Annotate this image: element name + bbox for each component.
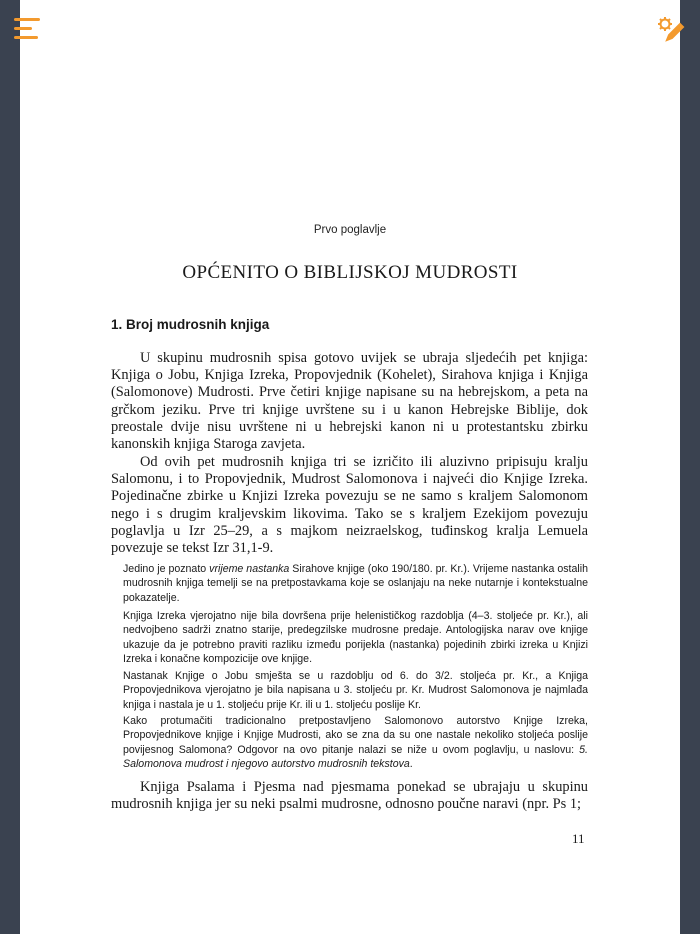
note-1: Jedino je poznato vrijeme nastanka Sirahove knjige (oko 190/180. pr. Kr.). Vrijeme nastanka ostalih mudrosnih knjiga temelji se na pretpostavkama koje se oslanjaju na neke nutarnje i kontekstualne pokazatelje. — [123, 563, 588, 604]
paragraph-3: Knjiga Psalama i Pjesma nad pjesmama ponekad se ubrajaju u skupinu mudrosnih knjiga jer su neki psalmi mudrosne, odnosno poučne naravi (npr. Ps 1; — [111, 779, 588, 813]
chapter-title: OPĆENITO O BIBLIJSKOJ MUDROSTI — [182, 262, 518, 283]
note-2: Knjiga Izreka vjerojatno nije bila dovršena prije helenističkog razdoblja (4–3. stoljeće pr. Kr.), ali nedvojbeno sadrži znatno starije, predegzilske mudrosne predaje. Antologijska narav ove knjige ukazuje da je potrebno praviti razliku između porijekla (nastanka) pojedinih zbirki izreka u Knjizi Izreka i konačne kompozicije ove knjige. — [123, 610, 588, 665]
settings-pencil-icon — [655, 15, 685, 45]
settings-button[interactable] — [655, 15, 685, 45]
note-3: Nastanak Knjige o Jobu smješta se u razdoblju od 6. do 3/2. stoljeća pr. Kr., a Knjiga Propovjednikova vjerojatno je bila napisana u 3. stoljeću pr. Kr. Mudrost Salomonova je najmlađa knjiga i nastala je u 1. stoljeću prije Kr. ili u 1. stoljeću poslije Kr. — [123, 670, 588, 711]
paragraph-2: Od ovih pet mudrosnih knjiga tri se izričito ili aluzivno pripisuju kralju Salomonu, i to Propovjednik, Mudrost Salomonova i najveći dio Knjige Izreka. Pojedinačne zbirke u Knjizi Izreka povezuju se ne samo s kraljem Salomonom nego i s drugim kraljevskim likovima. Tako se s kraljem Ezekijom povezuju poglavlja u Izr 25–29, a s majkom neizraelskog, tuđinskog kralja Lemuela povezuje se tekst Izr 31,1-9. — [111, 454, 588, 557]
section-heading: 1. Broj mudrosnih knjiga — [111, 317, 270, 332]
paragraph-1: U skupinu mudrosnih spisa gotovo uvijek se ubraja sljedećih pet knjiga: Knjiga o Jobu, Knjiga Izreka, Propovjednik (Kohelet), Sirahova knjiga i Knjiga (Salomonove) Mudrosti. Prve četiri knjige napisane su na hebrejskom, a peta na grčkom jeziku. Prve tri knjige uvrštene su i u kanon Hebrejske Biblije, dok preostale dvije nisu uvrštene ni u hebrejski kanon ni u protestantsku zbirku kanonskih knjiga Staroga zavjeta. — [111, 350, 588, 453]
page-number: 11 — [572, 831, 585, 846]
note-4: Kako protumačiti tradicionalno pretpostavljeno Salomonovo autorstvo Knjige Izreka, Propovjednikove knjige i Knjige Mudrosti, ako se zna da su one nastale nekoliko stoljeća poslije povijesnog Salomona? Odgovor na ovo pitanje nalazi se niže u ovom poglavlju, u naslovu: 5. Salomonova mudrost i njegovo autorstvo mudrosnih tekstova. — [123, 715, 588, 770]
menu-icon — [14, 18, 40, 21]
chapter-label: Prvo poglavlje — [313, 224, 387, 236]
menu-button[interactable] — [14, 16, 40, 42]
